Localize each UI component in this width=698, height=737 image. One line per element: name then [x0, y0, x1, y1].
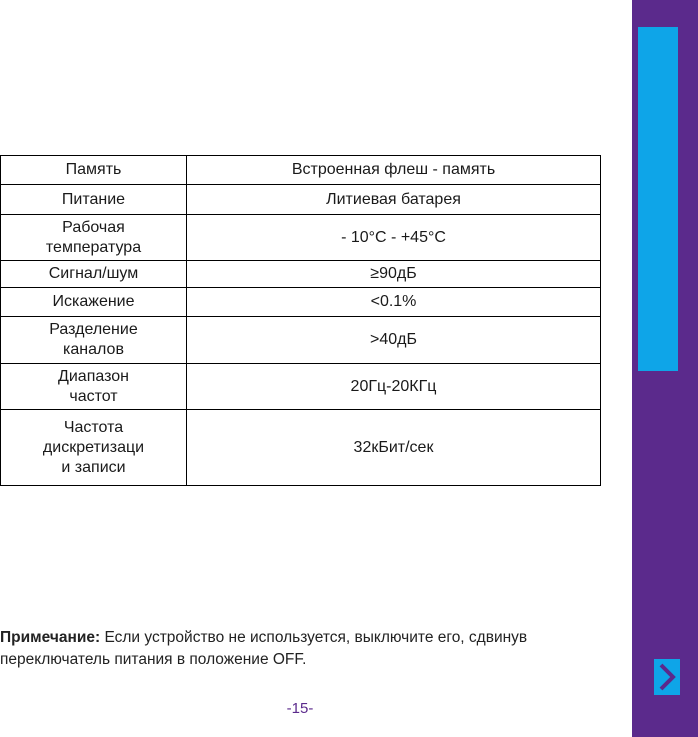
- spec-value: >40дБ: [187, 317, 601, 364]
- section-tab: [638, 27, 678, 371]
- note-paragraph: [0, 627, 620, 671]
- specs-table: [0, 155, 601, 486]
- table-row: [1, 317, 601, 364]
- table-row: [1, 215, 601, 261]
- spec-label: Рабочая температура: [1, 215, 187, 261]
- spec-value: 32кБит/сек: [187, 410, 601, 486]
- spec-label: Разделение каналов: [1, 317, 187, 364]
- spec-label: Питание: [1, 185, 187, 215]
- spec-label: Память: [1, 156, 187, 185]
- spec-value: Литиевая батарея: [187, 185, 601, 215]
- spec-value: ≥90дБ: [187, 261, 601, 288]
- chevron-right-icon: [654, 659, 680, 695]
- spec-value: - 10°C - +45°C: [187, 215, 601, 261]
- spec-label: Искажение: [1, 288, 187, 317]
- spec-label: Диапазон частот: [1, 364, 187, 410]
- table-row: [1, 156, 601, 185]
- next-page-button[interactable]: [654, 659, 680, 695]
- page-number: -15-: [286, 700, 314, 717]
- note-text: Если устройство не используется, выключите его, сдвинув переключатель питания в положение OFF.: [0, 629, 528, 668]
- spec-value: Встроенная флеш - память: [187, 156, 601, 185]
- spec-label: Сигнал/шум: [1, 261, 187, 288]
- spec-value: <0.1%: [187, 288, 601, 317]
- spec-label: Частота дискретизаци и записи: [1, 410, 187, 486]
- table-row: [1, 364, 601, 410]
- table-row: [1, 288, 601, 317]
- table-row: [1, 261, 601, 288]
- table-row: [1, 185, 601, 215]
- spec-value: 20Гц-20КГц: [187, 364, 601, 410]
- table-row: [1, 410, 601, 486]
- note-prefix: Примечание:: [0, 629, 101, 646]
